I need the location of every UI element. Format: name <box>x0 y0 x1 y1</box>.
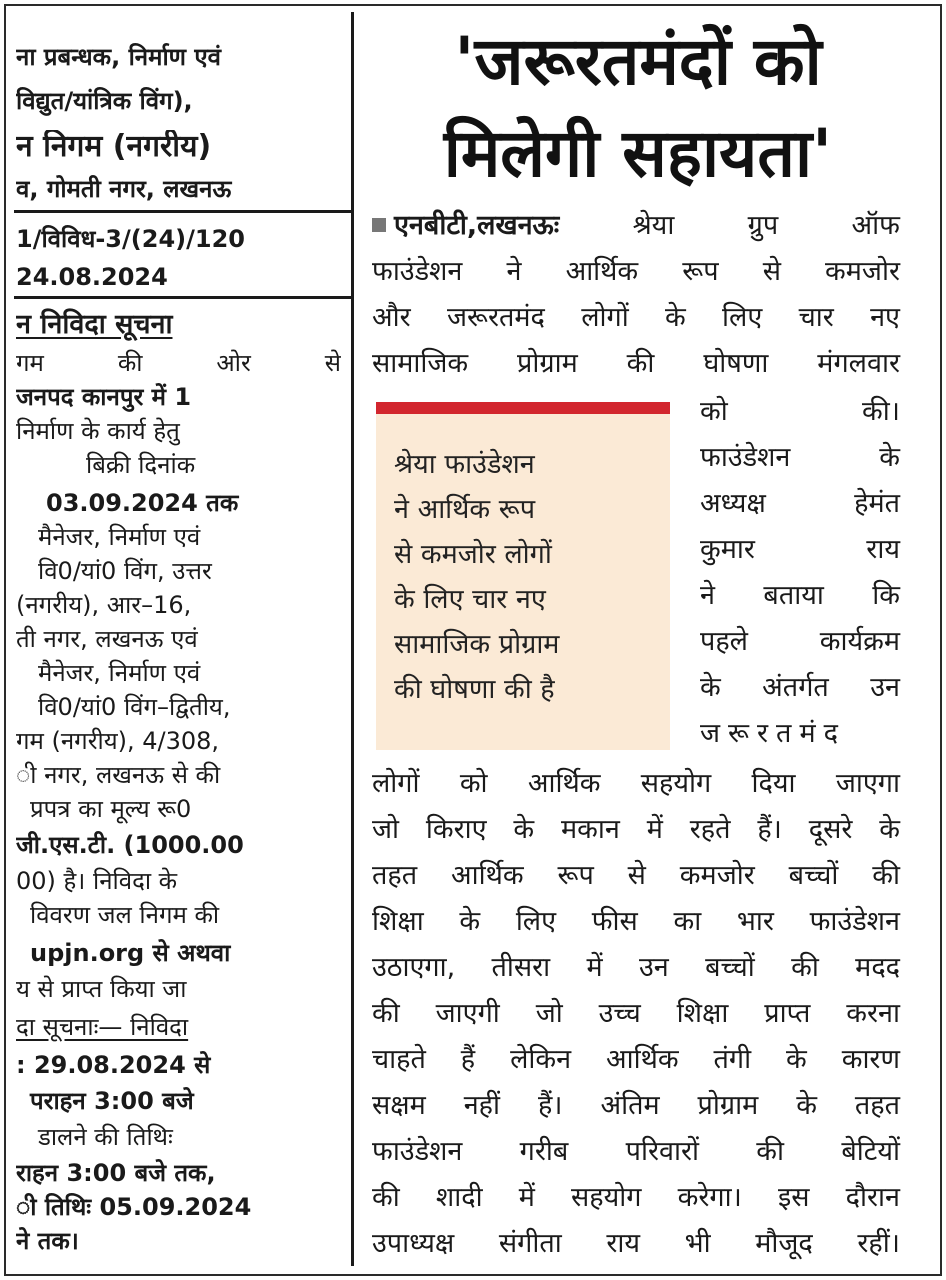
intro-line: और जरूरतमंद लोगों के लिए चार नए <box>372 302 900 333</box>
tender-notice-column <box>14 12 354 1266</box>
narrow-line: फाउंडेशन के <box>700 442 900 473</box>
tender-line: 24.08.2024 <box>16 263 168 291</box>
column-divider <box>351 12 354 1266</box>
narrow-line: ने बताया कि <box>700 580 900 611</box>
headline-line-1: 'जरूरतमंदों को <box>454 23 822 100</box>
notice-title: न निविदा सूचना <box>16 309 173 340</box>
pullquote-line: श्रेया फाउंडेशन <box>394 449 535 480</box>
tender-line: गम (नगरीय), 4/308, <box>16 727 220 755</box>
pullquote-line: ने आर्थिक रूप <box>394 494 536 525</box>
tender-line: ने तक। <box>16 1227 79 1255</box>
divider <box>14 210 354 213</box>
narrow-line: जरूरतमंद <box>700 718 846 749</box>
tender-line: (नगरीय), आर–16, <box>16 591 192 619</box>
pullquote-line: के लिए चार नए <box>394 584 546 615</box>
tender-line: डालने की तिथिः <box>38 1123 173 1151</box>
dateline: एनबीटी,लखनऊः <box>394 210 560 241</box>
tender-line: upjn.org से अथवा <box>30 939 231 967</box>
tender-line: जी.एस.टी. (1000.00 <box>16 831 244 859</box>
dateline-square-icon <box>372 218 386 232</box>
tender-line: 00) है। निविदा के <box>16 867 178 895</box>
intro-line: एनबीटी,लखनऊः श्रेया ग्रुप ऑफ <box>372 206 900 246</box>
narrow-line: अध्यक्ष हेमंत <box>700 488 900 519</box>
body-line: सक्षम नहीं हैं। अंतिम प्रोग्राम के तहत <box>372 1090 900 1121</box>
narrow-line: को की। <box>700 396 900 427</box>
tender-line: ना प्रबन्धक, निर्माण एवं <box>16 43 221 71</box>
tender-line: : 29.08.2024 से <box>16 1051 211 1079</box>
tender-line: व, गोमती नगर, लखनऊ <box>16 175 232 203</box>
tender-line: 03.09.2024 तक <box>46 489 239 517</box>
tender-line: मैनेजर, निर्माण एवं <box>38 659 201 687</box>
body-line: तहत आर्थिक रूप से कमजोर बच्चों की <box>372 860 900 891</box>
tender-line: न निगम (नगरीय) <box>16 130 212 164</box>
narrow-line: के अंतर्गत उन <box>700 672 900 703</box>
tender-line: दा सूचनाः— निविदा <box>16 1013 189 1041</box>
tender-line: य से प्राप्त किया जा <box>16 975 187 1003</box>
tender-line: विवरण जल निगम की <box>30 901 220 929</box>
body-line: की जाएगी जो उच्च शिक्षा प्राप्त करना <box>372 998 900 1029</box>
divider <box>14 296 354 299</box>
tender-line: 1/विविध-3/(24)/120 <box>16 225 245 253</box>
headline-line-2: मिलेगी सहायता' <box>443 115 833 192</box>
pullquote-box <box>376 402 670 750</box>
tender-line: जनपद कानपुर में 1 <box>16 383 192 411</box>
intro-line: सामाजिक प्रोग्राम की घोषणा मंगलवार <box>372 348 900 379</box>
body-line: उपाध्यक्ष संगीता राय भी मौजूद रहीं। <box>372 1228 900 1259</box>
pullquote-line: से कमजोर लोगों <box>394 539 552 570</box>
tender-line: ी तिथिः 05.09.2024 <box>16 1193 252 1221</box>
tender-line: बिक्री दिनांक <box>86 451 196 479</box>
body-line: की शादी में सहयोग करेगा। इस दौरान <box>372 1182 900 1213</box>
body-line: शिक्षा के लिए फीस का भार फाउंडेशन <box>372 906 900 937</box>
tender-line: ी नगर, लखनऊ से की <box>16 761 221 789</box>
body-line: चाहते हैं लेकिन आर्थिक तंगी के कारण <box>372 1044 900 1075</box>
tender-line: विद्युत/यांत्रिक विंग), <box>16 87 193 115</box>
tender-line: वि0/यां0 विंग, उत्तर <box>38 557 212 585</box>
pullquote-accent-bar <box>376 402 670 414</box>
tender-line: वि0/यां0 विंग–द्वितीय, <box>38 693 231 721</box>
narrow-line: कुमार राय <box>700 534 900 565</box>
pullquote-text <box>394 442 654 712</box>
tender-line: गम की ओर से <box>16 349 341 377</box>
tender-line: ती नगर, लखनऊ एवं <box>16 625 198 653</box>
tender-line: राहन 3:00 बजे तक, <box>16 1159 216 1187</box>
tender-line: पराहन 3:00 बजे <box>30 1087 194 1115</box>
intro-line: फाउंडेशन ने आर्थिक रूप से कमजोर <box>372 256 900 287</box>
body-line: जो किराए के मकान में रहते हैं। दूसरे के <box>372 814 900 845</box>
tender-line: प्रपत्र का मूल्य रू0 <box>30 795 192 823</box>
pullquote-line: की घोषणा की है <box>394 674 555 705</box>
body-line: फाउंडेशन गरीब परिवारों की बेटियों <box>372 1136 900 1167</box>
body-line: उठाएगा, तीसरा में उन बच्चों की मदद <box>372 952 900 983</box>
pullquote-line: सामाजिक प्रोग्राम <box>394 629 560 660</box>
tender-line: निर्माण के कार्य हेतु <box>16 417 180 445</box>
body-line: लोगों को आर्थिक सहयोग दिया जाएगा <box>372 768 900 799</box>
narrow-line: पहले कार्यक्रम <box>700 626 900 657</box>
tender-line: मैनेजर, निर्माण एवं <box>38 523 201 551</box>
